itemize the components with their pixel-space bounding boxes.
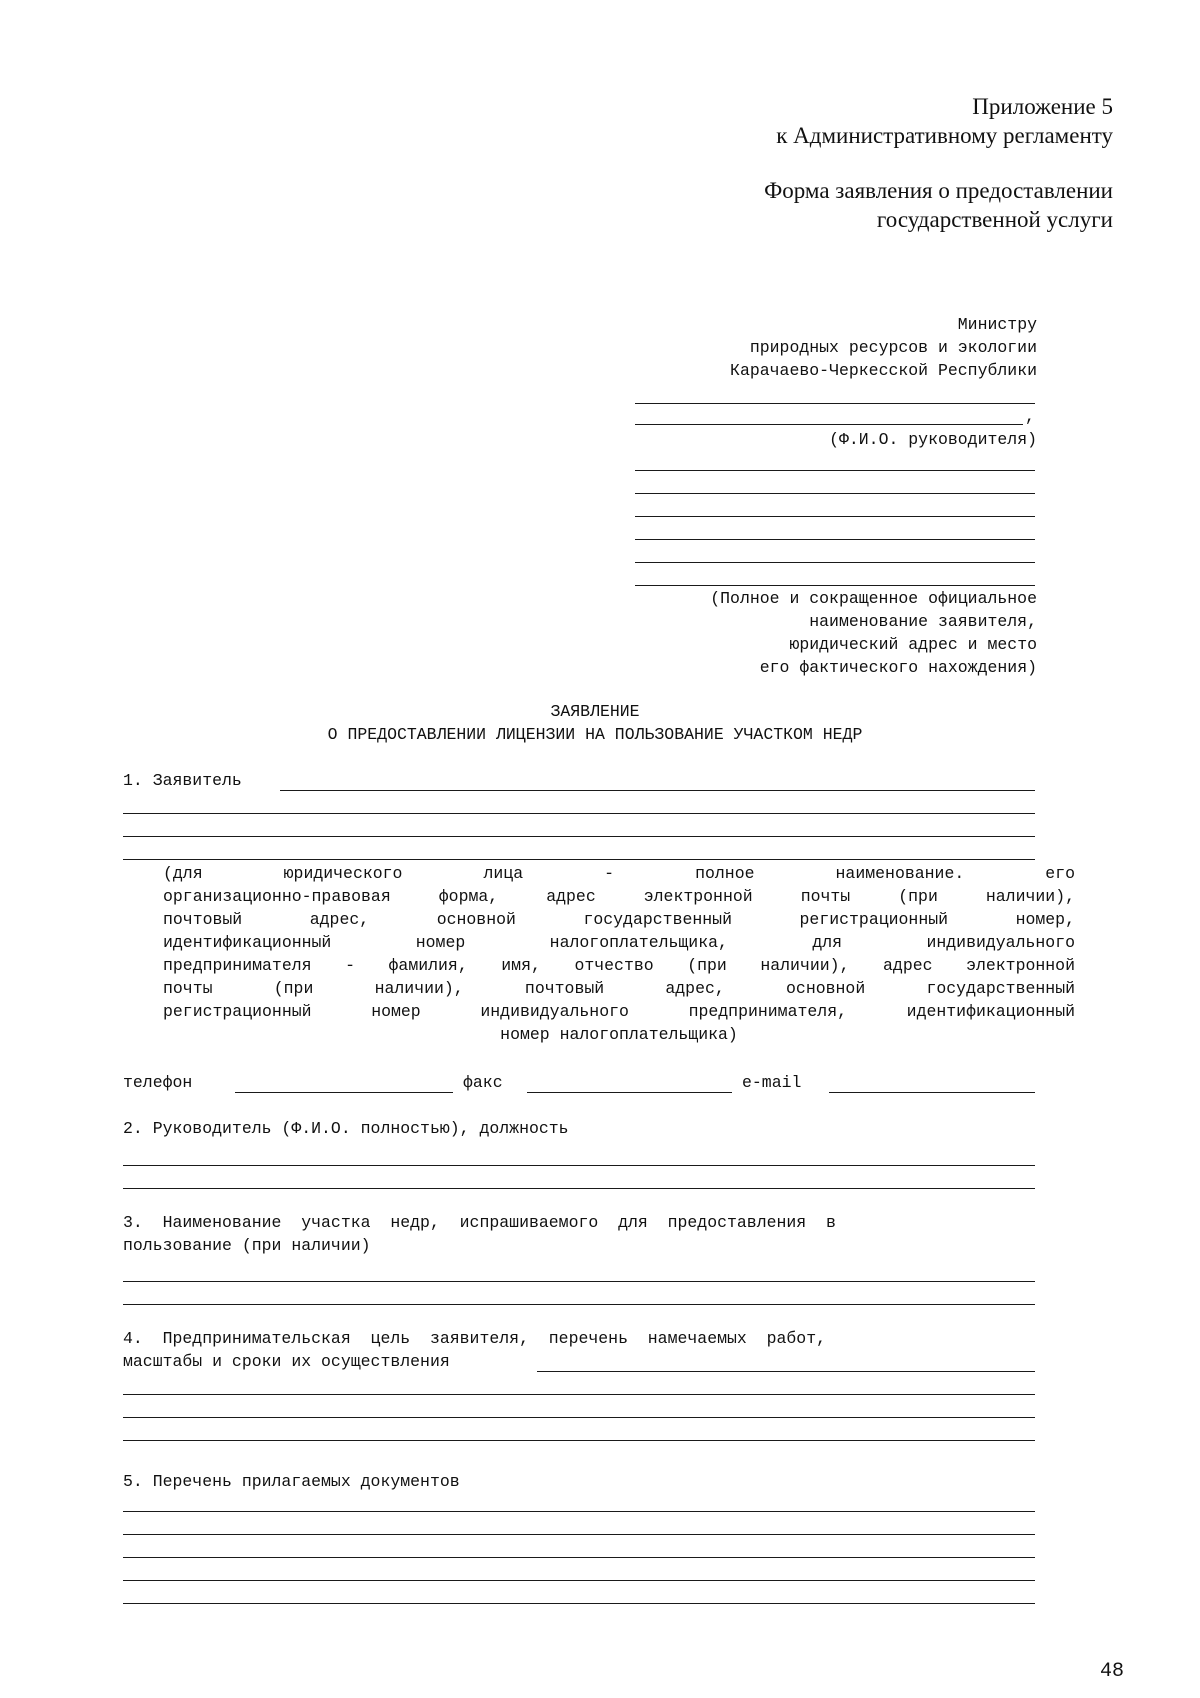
applicant-caption-line2: наименование заявителя,	[809, 612, 1037, 631]
applicant-note-line2: организационно-правовая форма, адрес электронной почты (при наличии),	[163, 887, 1075, 906]
applicant-line-1[interactable]	[635, 470, 1035, 471]
section4-line2: масштабы и сроки их осуществления	[123, 1352, 450, 1371]
fax-field[interactable]	[527, 1092, 732, 1093]
head-field-line-2[interactable]	[123, 1188, 1035, 1189]
applicant-line-4[interactable]	[635, 539, 1035, 540]
documents-field-line-4[interactable]	[123, 1580, 1035, 1581]
documents-field-line-5[interactable]	[123, 1603, 1035, 1604]
applicant-line-5[interactable]	[635, 562, 1035, 563]
addressee-line1: Министру	[957, 315, 1037, 334]
applicant-caption-line3: юридический адрес и место	[789, 635, 1037, 654]
section2-label: 2. Руководитель (Ф.И.О. полностью), должность	[123, 1119, 569, 1138]
applicant-note-line4: идентификационный номер налогоплательщика, для индивидуального	[163, 933, 1075, 952]
page-number: 48	[1100, 1660, 1125, 1683]
applicant-caption-line4: его фактического нахождения)	[759, 658, 1037, 677]
head-field-line-1[interactable]	[123, 1165, 1035, 1166]
appendix-label: Приложение 5	[972, 94, 1113, 119]
purpose-field-line-3[interactable]	[123, 1417, 1035, 1418]
applicant-field-line-3[interactable]	[123, 836, 1035, 837]
phone-label: телефон	[123, 1073, 193, 1092]
applicant-note-line3: почтовый адрес, основной государственный регистрационный номер,	[163, 910, 1075, 929]
purpose-field-line-1[interactable]	[537, 1371, 1035, 1372]
documents-field-line-3[interactable]	[123, 1557, 1035, 1558]
applicant-note-line5: предпринимателя - фамилия, имя, отчество (при наличии), адрес электронной	[163, 956, 1075, 975]
applicant-field-line-1[interactable]	[280, 790, 1035, 791]
applicant-field-line-2[interactable]	[123, 813, 1035, 814]
head-name-caption: (Ф.И.О. руководителя)	[829, 430, 1037, 449]
email-field[interactable]	[829, 1092, 1035, 1093]
document-title: ЗАЯВЛЕНИЕ	[550, 702, 640, 721]
head-name-line-2[interactable]	[635, 424, 1023, 425]
section5-label: 5. Перечень прилагаемых документов	[123, 1472, 460, 1491]
section3-line1: 3. Наименование участка недр, испрашиваемого для предоставления в	[123, 1213, 836, 1232]
applicant-note-line6: почты (при наличии), почтовый адрес, основной государственный	[163, 979, 1075, 998]
subsoil-field-line-1[interactable]	[123, 1281, 1035, 1282]
head-name-comma: ,	[1025, 407, 1035, 426]
applicant-line-2[interactable]	[635, 493, 1035, 494]
email-label: e-mail	[742, 1073, 802, 1092]
purpose-field-line-2[interactable]	[123, 1394, 1035, 1395]
purpose-field-line-4[interactable]	[123, 1440, 1035, 1441]
documents-field-line-2[interactable]	[123, 1534, 1035, 1535]
section1-label: 1. Заявитель	[123, 771, 242, 790]
applicant-line-6[interactable]	[635, 585, 1035, 586]
fax-label: факс	[463, 1073, 503, 1092]
applicant-field-line-4[interactable]	[123, 859, 1035, 860]
form-title-line2: государственной услуги	[876, 207, 1113, 232]
regulation-reference: к Административному регламенту	[776, 123, 1113, 148]
section3-line2: пользование (при наличии)	[123, 1236, 371, 1255]
subsoil-field-line-2[interactable]	[123, 1304, 1035, 1305]
applicant-note-line8: номер налогоплательщика)	[500, 1025, 738, 1044]
applicant-line-3[interactable]	[635, 516, 1035, 517]
applicant-note-line1: (для юридического лица - полное наименование. его	[163, 864, 1075, 883]
document-subtitle: О ПРЕДОСТАВЛЕНИИ ЛИЦЕНЗИИ НА ПОЛЬЗОВАНИЕ УЧАСТКОМ НЕДР	[327, 725, 863, 744]
addressee-line2: природных ресурсов и экологии	[749, 338, 1037, 357]
documents-field-line-1[interactable]	[123, 1511, 1035, 1512]
addressee-line3: Карачаево-Черкесской Республики	[730, 361, 1037, 380]
phone-field[interactable]	[235, 1092, 453, 1093]
applicant-note-line7: регистрационный номер индивидуального предпринимателя, идентификационный	[163, 1002, 1075, 1021]
applicant-caption-line1: (Полное и сокращенное официальное	[710, 589, 1037, 608]
head-name-line-1[interactable]	[635, 403, 1035, 404]
form-title-line1: Форма заявления о предоставлении	[764, 178, 1113, 203]
section4-line1: 4. Предпринимательская цель заявителя, перечень намечаемых работ,	[123, 1329, 827, 1348]
